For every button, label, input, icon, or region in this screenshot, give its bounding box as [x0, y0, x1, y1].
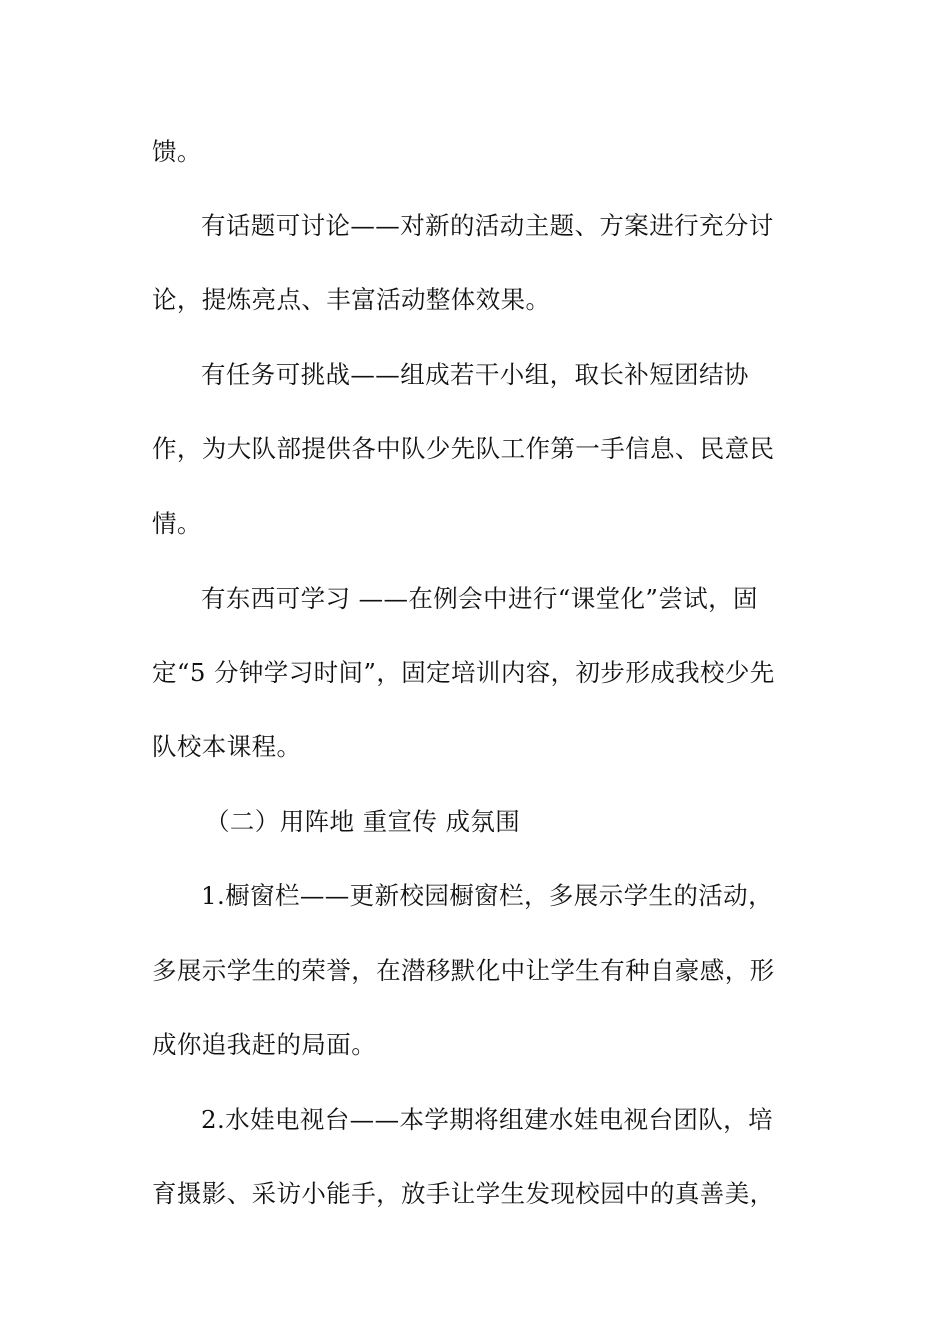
paragraph-tv-station-line-1: 2.水娃电视台——本学期将组建水娃电视台团队，培 [201, 1105, 773, 1134]
paragraph-task-challenge-line-2: 作，为大队部提供各中队少先队工作第一手信息、民意民 [152, 434, 775, 463]
paragraph-showcase-line-1: 1.橱窗栏——更新校园橱窗栏，多展示学生的活动， [201, 881, 773, 910]
paragraph-learning-line-2: 定“5 分钟学习时间”，固定培训内容，初步形成我校少先 [152, 658, 775, 687]
paragraph-learning-line-1: 有东西可学习 ——在例会中进行“课堂化”尝试，固 [201, 584, 758, 613]
paragraph-learning-line-3: 队校本课程。 [152, 732, 302, 761]
paragraph-task-challenge-line-1: 有任务可挑战——组成若干小组，取长补短团结协 [201, 360, 749, 389]
paragraph-showcase-line-3: 成你追我赶的局面。 [152, 1030, 377, 1059]
paragraph-showcase-line-2: 多展示学生的荣誉，在潜移默化中让学生有种自豪感，形 [152, 956, 775, 985]
paragraph-topic-discussion-line-1: 有话题可讨论——对新的活动主题、方案进行充分讨 [201, 211, 774, 240]
paragraph-topic-discussion-line-2: 论，提炼亮点、丰富活动整体效果。 [152, 285, 551, 314]
paragraph-task-challenge-line-3: 情。 [152, 509, 202, 538]
section-heading: （二）用阵地 重宣传 成氛围 [205, 807, 521, 836]
text-line-continuation: 馈。 [152, 137, 202, 166]
paragraph-tv-station-line-2: 育摄影、采访小能手，放手让学生发现校园中的真善美， [152, 1179, 775, 1208]
